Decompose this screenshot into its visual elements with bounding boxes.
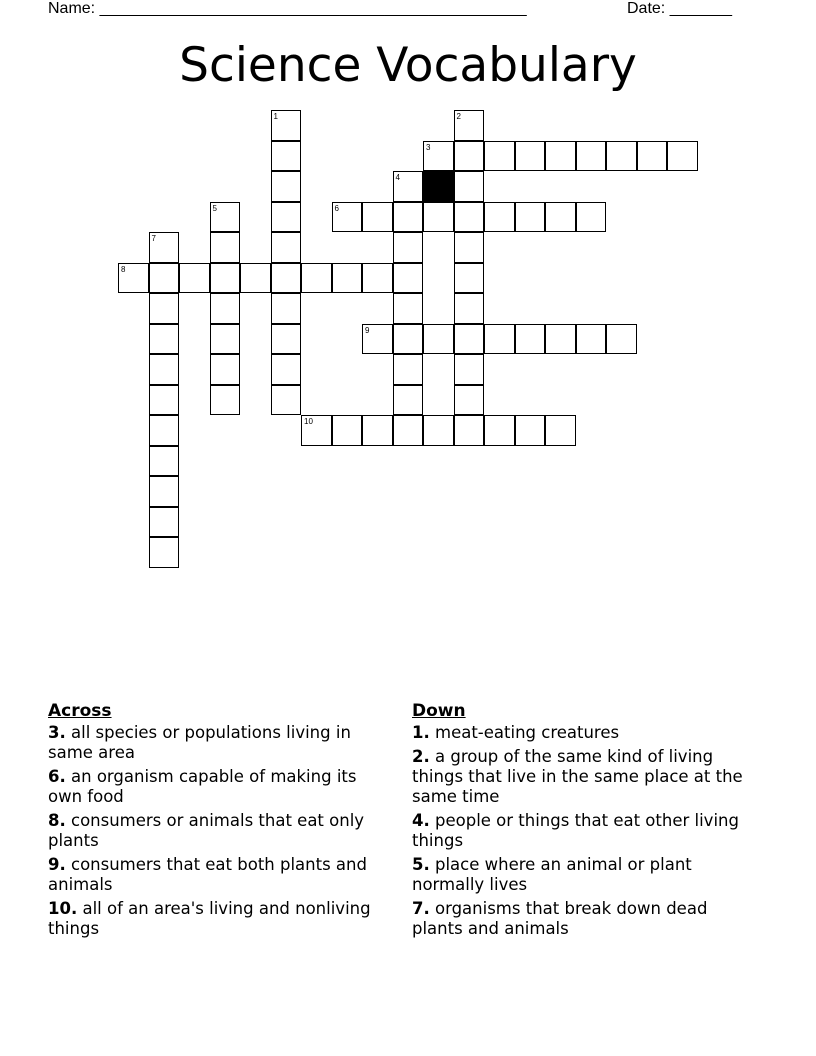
clue-text: consumers that eat both plants and animals [48,855,367,894]
grid-cell[interactable] [484,324,515,355]
grid-cell[interactable] [271,171,302,202]
grid-cell[interactable] [149,354,180,385]
clue-number: 8. [48,811,66,830]
date-field[interactable]: Date: _______ [627,0,732,17]
grid-cell[interactable] [393,263,424,294]
grid-cell[interactable] [271,354,302,385]
grid-cell[interactable] [484,415,515,446]
grid-cell[interactable] [423,324,454,355]
grid-cell[interactable] [545,324,576,355]
grid-cell[interactable] [149,263,180,294]
grid-cell[interactable] [210,202,241,233]
grid-cell[interactable] [393,385,424,416]
grid-cell[interactable] [271,293,302,324]
down-clue [412,723,752,743]
grid-cell[interactable] [271,110,302,141]
down-clue [412,747,752,807]
grid-cell[interactable] [454,141,485,172]
clue-text: an organism capable of making its own food [48,767,357,806]
grid-cell[interactable] [362,415,393,446]
clue-text: organisms that break down dead plants and animals [412,899,708,938]
clue-text: all species or populations living in same area [48,723,351,762]
grid-cell[interactable] [484,141,515,172]
grid-cell[interactable] [149,507,180,538]
grid-cell[interactable] [149,324,180,355]
grid-cell[interactable] [606,141,637,172]
grid-cell[interactable] [271,202,302,233]
grid-cell[interactable] [332,415,363,446]
grid-cell[interactable] [301,263,332,294]
grid-cell[interactable] [240,263,271,294]
grid-cell[interactable] [515,415,546,446]
grid-cell[interactable] [271,263,302,294]
grid-cell[interactable] [393,324,424,355]
black-cell [423,171,454,202]
clue-number-label: 1 [273,112,278,121]
clue-number-label: 7 [151,234,156,243]
grid-cell[interactable] [393,354,424,385]
grid-cell[interactable] [423,202,454,233]
down-clue [412,899,752,939]
clue-number-label: 2 [456,112,461,121]
grid-cell[interactable] [454,385,485,416]
clue-text: a group of the same kind of living things that live in the same place at the same time [412,747,743,806]
grid-cell[interactable] [149,232,180,263]
across-clue [48,767,388,807]
grid-cell[interactable] [271,324,302,355]
grid-cell[interactable] [454,110,485,141]
grid-cell[interactable] [271,141,302,172]
name-field[interactable]: Name: ________________________________________________ [48,0,527,17]
grid-cell[interactable] [210,385,241,416]
grid-cell[interactable] [454,202,485,233]
grid-cell[interactable] [515,141,546,172]
grid-cell[interactable] [454,232,485,263]
clue-number: 10. [48,899,78,918]
grid-cell[interactable] [454,415,485,446]
grid-cell[interactable] [118,263,149,294]
down-clue [412,811,752,851]
grid-cell[interactable] [423,141,454,172]
clue-number: 3. [48,723,66,742]
clue-text: all of an area's living and nonliving things [48,899,371,938]
grid-cell[interactable] [545,202,576,233]
clue-text: consumers or animals that eat only plants [48,811,365,850]
across-clue [48,723,388,763]
grid-cell[interactable] [576,202,607,233]
grid-cell[interactable] [149,385,180,416]
grid-cell[interactable] [576,324,607,355]
grid-cell[interactable] [149,293,180,324]
clue-number: 2. [412,747,430,766]
grid-cell[interactable] [301,415,332,446]
clue-number: 9. [48,855,66,874]
across-clues [48,701,388,943]
grid-cell[interactable] [667,141,698,172]
grid-cell[interactable] [454,263,485,294]
grid-cell[interactable] [271,232,302,263]
grid-cell[interactable] [454,324,485,355]
clue-number-label: 4 [395,173,400,182]
grid-cell[interactable] [545,415,576,446]
clue-number: 6. [48,767,66,786]
clue-text: place where an animal or plant normally lives [412,855,692,894]
clue-number-label: 10 [304,417,313,426]
grid-cell[interactable] [393,171,424,202]
clue-number: 1. [412,723,430,742]
grid-cell[interactable] [484,202,515,233]
grid-cell[interactable] [515,202,546,233]
clue-number: 7. [412,899,430,918]
grid-cell[interactable] [362,202,393,233]
grid-cell[interactable] [454,354,485,385]
grid-cell[interactable] [393,415,424,446]
clue-number-label: 5 [212,203,217,213]
clue-text: meat-eating creatures [435,723,620,742]
grid-cell[interactable] [393,293,424,324]
grid-cell[interactable] [393,202,424,233]
clue-number-label: 8 [121,264,126,274]
down-heading: Down [412,701,466,721]
across-heading: Across [48,701,112,721]
grid-cell[interactable] [332,263,363,294]
grid-cell[interactable] [454,293,485,324]
grid-cell[interactable] [454,171,485,202]
down-clue [412,855,752,895]
grid-cell[interactable] [210,293,241,324]
across-clue [48,811,388,851]
grid-cell[interactable] [393,232,424,263]
grid-cell[interactable] [179,263,210,294]
page-title: Science Vocabulary [179,38,637,93]
grid-cell[interactable] [271,385,302,416]
grid-cell[interactable] [362,263,393,294]
clue-number: 4. [412,811,430,830]
grid-cell[interactable] [210,232,241,263]
grid-cell[interactable] [149,537,180,568]
grid-cell[interactable] [149,446,180,477]
grid-cell[interactable] [210,324,241,355]
across-clue [48,899,388,939]
grid-cell[interactable] [545,141,576,172]
grid-cell[interactable] [362,324,393,355]
grid-cell[interactable] [149,476,180,507]
clue-number: 5. [412,855,430,874]
clue-number-label: 9 [365,325,370,335]
grid-cell[interactable] [149,415,180,446]
grid-cell[interactable] [515,324,546,355]
grid-cell[interactable] [576,141,607,172]
down-clues [412,701,752,943]
clue-number-label: 3 [426,142,431,152]
grid-cell[interactable] [210,354,241,385]
grid-cell[interactable] [210,263,241,294]
clue-text: people or things that eat other living things [412,811,739,850]
grid-cell[interactable] [423,415,454,446]
across-clue [48,855,388,895]
grid-cell[interactable] [637,141,668,172]
grid-cell[interactable] [332,202,363,233]
grid-cell[interactable] [606,324,637,355]
clue-number-label: 6 [334,203,339,213]
